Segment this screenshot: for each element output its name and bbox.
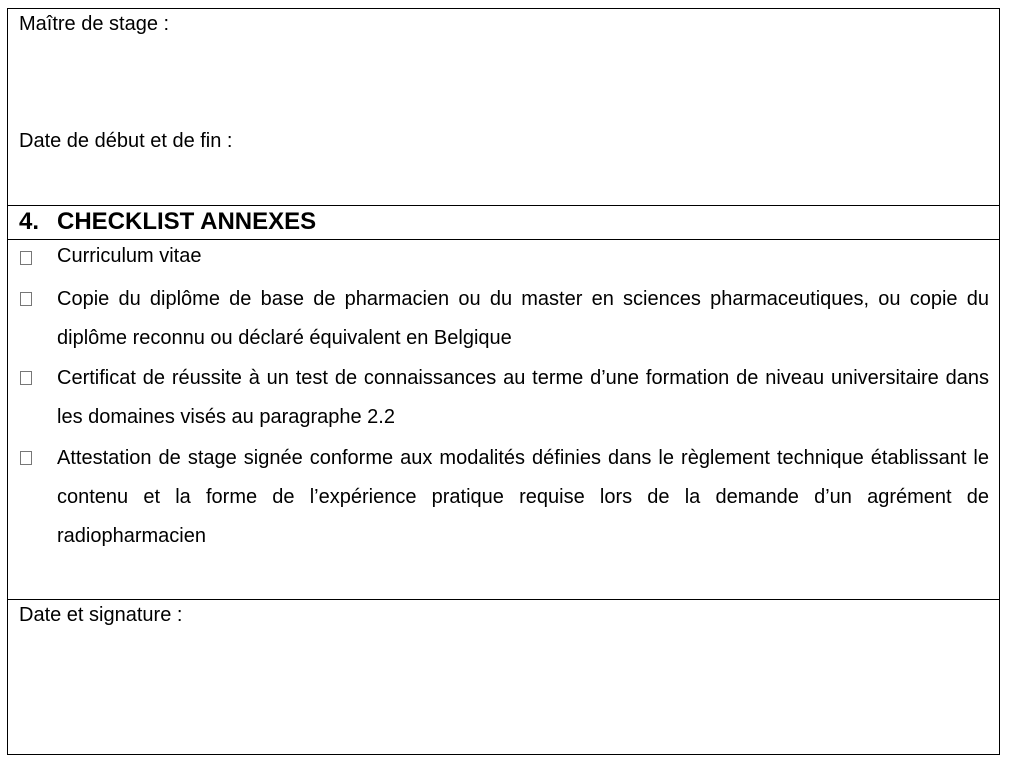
date-signature-label: Date et signature : [19, 604, 183, 626]
date-debut-fin-label: Date de début et de fin : [19, 130, 233, 152]
checkbox-icon[interactable] [20, 371, 32, 385]
checklist-item-text: Attestation de stage signée conforme aux modalités définies dans le règlement technique établissant le contenu et la forme de l’expérience pratique requise lors de la demande d’un agrément de radiopharmacien [57, 447, 989, 547]
signature-cell [8, 600, 999, 754]
section-title-text: CHECKLIST ANNEXES [57, 208, 317, 235]
checklist-cell [8, 240, 999, 600]
section-title [19, 207, 316, 237]
checklist-item-text: Certificat de réussite à un test de connaissances au terme d’une formation de niveau universitaire dans les domaines visés au paragraphe 2.2 [57, 367, 989, 428]
checkbox-icon[interactable] [20, 292, 32, 306]
section-heading-cell [8, 206, 999, 240]
checkbox-icon[interactable] [20, 251, 32, 265]
checkbox-icon[interactable] [20, 451, 32, 465]
internship-info-cell [8, 9, 999, 206]
form-table [7, 8, 1000, 755]
checklist-item-text: Copie du diplôme de base de pharmacien ou du master en sciences pharmaceutiques, ou copie du diplôme reconnu ou déclaré équivalent en Belgique [57, 288, 989, 349]
section-number: 4. [19, 208, 40, 235]
checklist-item-text: Curriculum vitae [57, 245, 202, 267]
maitre-de-stage-label: Maître de stage : [19, 13, 170, 35]
